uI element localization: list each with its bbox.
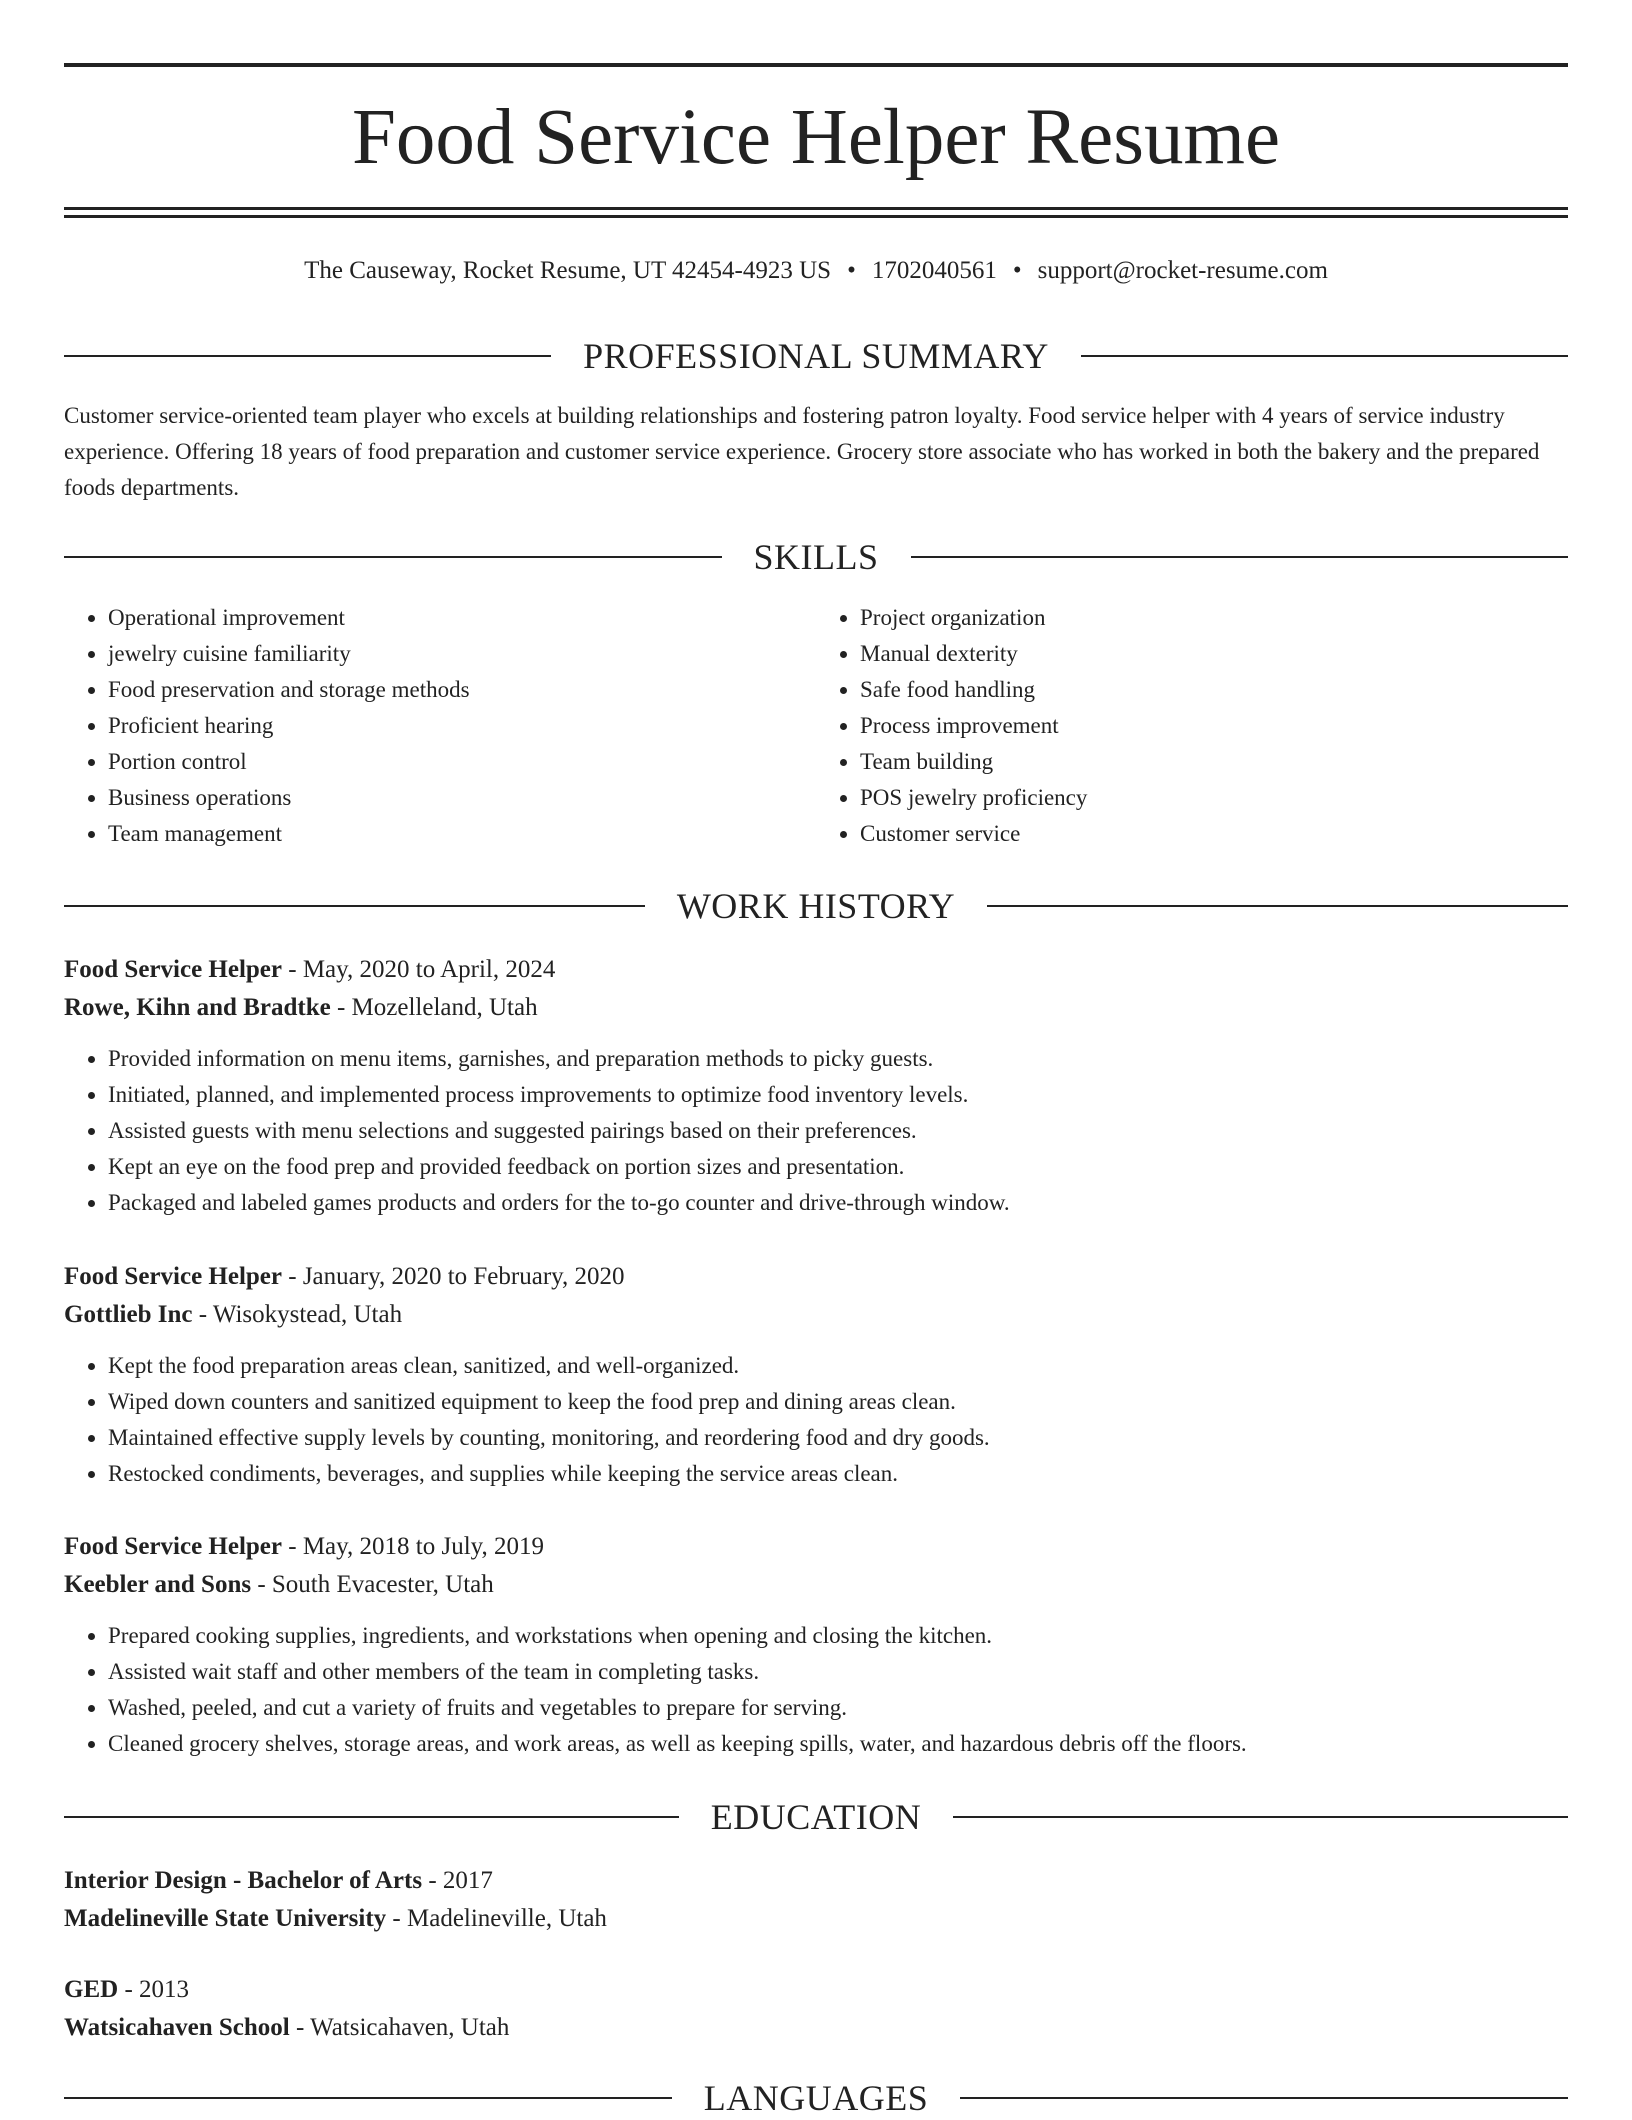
skill-item: • Customer service — [860, 816, 1568, 852]
header-rule — [960, 2097, 1568, 2099]
skill-item: • jewelry cuisine familiarity — [108, 636, 816, 672]
education-location: - Madelineville, Utah — [386, 1905, 607, 1932]
education-school: Madelineville State University — [64, 1905, 387, 1932]
duty-item: • Assisted wait staff and other members of the team in completing tasks. — [108, 1654, 1568, 1690]
job-duties — [64, 1348, 1568, 1492]
header-rule — [911, 556, 1569, 558]
contact-email: support@rocket-resume.com — [1037, 257, 1328, 284]
duty-item: • Washed, peeled, and cut a variety of fruits and vegetables to prepare for serving. — [108, 1690, 1568, 1726]
job-title: Food Service Helper — [64, 956, 282, 983]
education-year: - 2013 — [118, 1976, 190, 2003]
skill-item: • Operational improvement — [108, 600, 816, 636]
section-title: EDUCATION — [710, 1797, 922, 1837]
contact-phone: 1702040561 — [871, 257, 997, 284]
header-rule — [953, 1816, 1568, 1818]
job-dates: - January, 2020 to February, 2020 — [282, 1263, 625, 1290]
job-title-line — [64, 951, 1568, 989]
duty-item: • Initiated, planned, and implemented process improvements to optimize food inventory levels. — [108, 1077, 1568, 1113]
contact-line — [64, 254, 1568, 288]
contact-separator: • — [847, 257, 856, 284]
duty-item: • Restocked condiments, beverages, and supplies while keeping the service areas clean. — [108, 1456, 1568, 1492]
job-company: Rowe, Kihn and Bradtke — [64, 994, 331, 1021]
skill-item: • Manual dexterity — [860, 636, 1568, 672]
header-rule — [64, 905, 645, 907]
skills-column-right — [816, 600, 1568, 852]
job-entry — [64, 1528, 1568, 1762]
duty-item: • Maintained effective supply levels by counting, monitoring, and reordering food and dry goods. — [108, 1420, 1568, 1456]
job-company-line — [64, 1566, 1568, 1604]
title-rule-lower — [64, 215, 1568, 218]
header-rule — [64, 1816, 679, 1818]
skill-item: • POS jewelry proficiency — [860, 780, 1568, 816]
job-company: Keebler and Sons — [64, 1571, 252, 1598]
skill-item: • Process improvement — [860, 708, 1568, 744]
education-degree-line — [64, 1862, 1568, 1900]
duty-item: • Packaged and labeled games products and orders for the to-go counter and drive-through window. — [108, 1185, 1568, 1221]
section-title: PROFESSIONAL SUMMARY — [583, 336, 1049, 376]
header-rule — [64, 556, 722, 558]
header-rule — [1081, 355, 1568, 357]
duty-item: • Kept an eye on the food prep and provided feedback on portion sizes and presentation. — [108, 1149, 1568, 1185]
duty-item: • Cleaned grocery shelves, storage areas, and work areas, as well as keeping spills, water, and hazardous debris off the floors. — [108, 1726, 1568, 1762]
contact-address: The Causeway, Rocket Resume, UT 42454-4923 US — [304, 257, 832, 284]
job-title-line — [64, 1258, 1568, 1296]
education-school: Watsicahaven School — [64, 2014, 290, 2041]
duty-item: • Wiped down counters and sanitized equipment to keep the food prep and dining areas clean. — [108, 1384, 1568, 1420]
skill-item: • Team building — [860, 744, 1568, 780]
job-dates: - May, 2018 to July, 2019 — [282, 1533, 545, 1560]
section-header-skills — [64, 535, 1568, 579]
section-header-work — [64, 884, 1568, 928]
education-degree: Interior Design - Bachelor of Arts — [64, 1867, 423, 1894]
section-title: LANGUAGES — [703, 2078, 929, 2118]
education-entry — [64, 1862, 1568, 1938]
section-header-education — [64, 1795, 1568, 1839]
summary-text: Customer service-oriented team player who excels at building relationships and fostering patron loyalty. Food service helper with 4 years of service industry experience. Offering 18 years of food preparation and customer service experience. Grocery store associate who has worked in both the bakery and the prepared foods departments. — [64, 403, 1540, 500]
skills-column-left — [64, 600, 816, 852]
contact-separator: • — [1012, 257, 1022, 284]
job-company-line — [64, 1296, 1568, 1334]
job-company: Gottlieb Inc — [64, 1301, 193, 1328]
job-company-line — [64, 989, 1568, 1027]
resume-title: Food Service Helper Resume — [351, 94, 1281, 181]
education-degree: GED — [64, 1976, 119, 2003]
skill-item: • Business operations — [108, 780, 816, 816]
skill-item: • Safe food handling — [860, 672, 1568, 708]
job-location: - South Evacester, Utah — [251, 1571, 494, 1598]
duty-item: • Prepared cooking supplies, ingredients, and workstations when opening and closing the kitchen. — [108, 1618, 1568, 1654]
skill-item: • Proficient hearing — [108, 708, 816, 744]
education-school-line — [64, 2009, 1568, 2047]
job-entry — [64, 1258, 1568, 1492]
job-duties — [64, 1618, 1568, 1762]
education-school-line — [64, 1900, 1568, 1938]
skill-item: • Project organization — [860, 600, 1568, 636]
education-location: - Watsicahaven, Utah — [289, 2014, 510, 2041]
skill-item: • Portion control — [108, 744, 816, 780]
header-rule — [64, 355, 551, 357]
education-degree-line — [64, 1971, 1568, 2009]
job-duties — [64, 1041, 1568, 1221]
education-year: - 2017 — [422, 1867, 493, 1894]
job-location: - Wisokystead, Utah — [192, 1301, 403, 1328]
job-location: - Mozelleland, Utah — [330, 994, 538, 1021]
skill-item: • Food preservation and storage methods — [108, 672, 816, 708]
education-entry — [64, 1971, 1568, 2047]
section-title: WORK HISTORY — [676, 886, 956, 926]
job-entry — [64, 951, 1568, 1221]
job-title: Food Service Helper — [64, 1533, 282, 1560]
skill-item: • Team management — [108, 816, 816, 852]
duty-item: • Provided information on menu items, garnishes, and preparation methods to picky guests. — [108, 1041, 1568, 1077]
skills-list — [64, 600, 1568, 852]
section-title: SKILLS — [753, 537, 879, 577]
section-header-languages — [64, 2076, 1568, 2120]
duty-item: • Kept the food preparation areas clean, sanitized, and well-organized. — [108, 1348, 1568, 1384]
header-rule — [64, 2097, 672, 2099]
job-dates: - May, 2020 to April, 2024 — [282, 956, 556, 983]
top-rule — [64, 63, 1568, 67]
job-title-line — [64, 1528, 1568, 1566]
duty-item: • Assisted guests with menu selections and suggested pairings based on their preferences. — [108, 1113, 1568, 1149]
title-rule-upper — [64, 207, 1568, 210]
header-rule — [987, 905, 1568, 907]
section-header-summary — [64, 334, 1568, 378]
job-title: Food Service Helper — [64, 1263, 282, 1290]
